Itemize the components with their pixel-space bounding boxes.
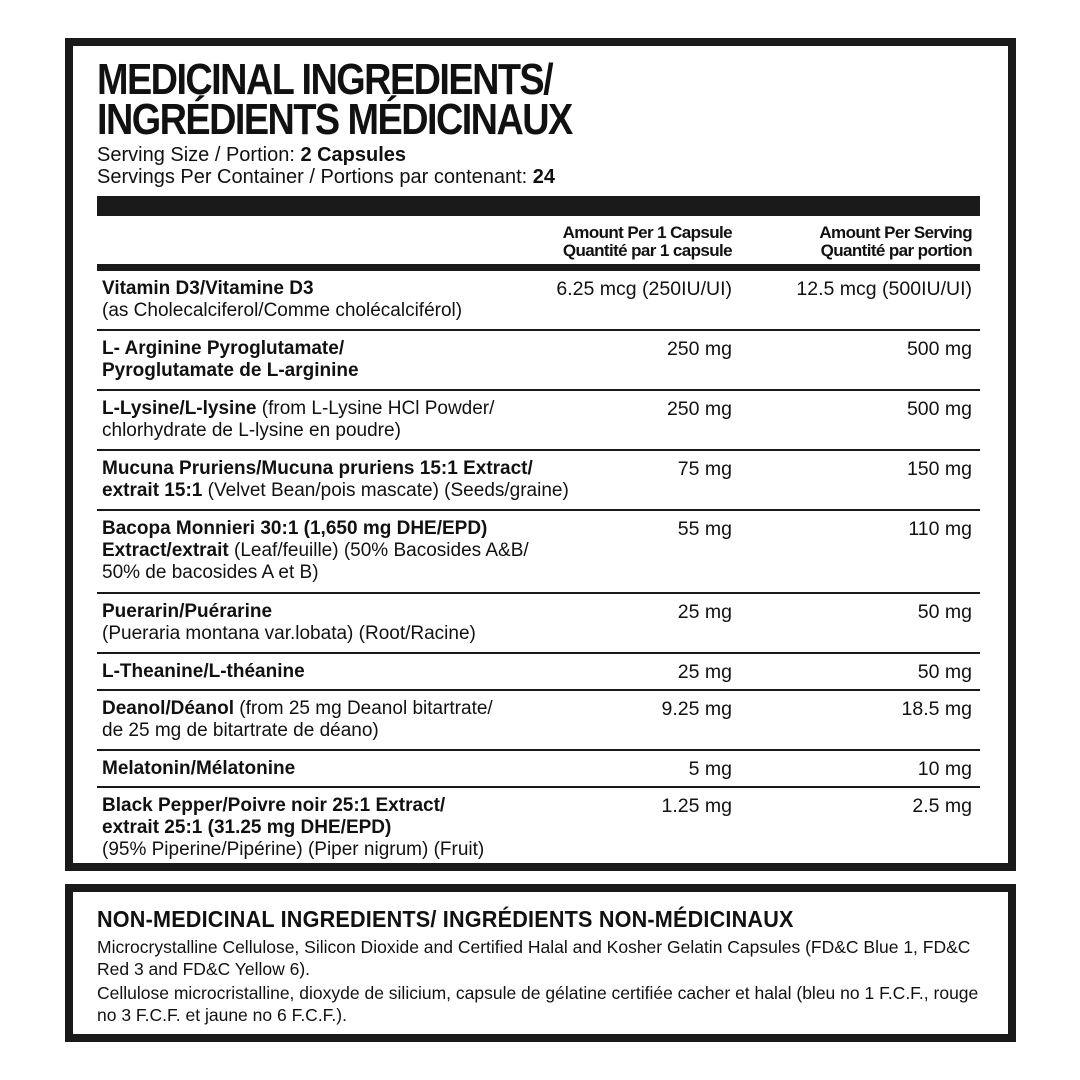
ingredient-name-line	[102, 540, 662, 562]
servings-per-container	[97, 166, 980, 188]
ingredient-row	[97, 511, 980, 594]
servings-per-container-label: Servings Per Container / Portions par contenant:	[97, 166, 533, 188]
header-divider-bar	[97, 196, 980, 216]
ingredient-name-bold: Black Pepper/Poivre noir 25:1 Extract/	[102, 795, 446, 816]
serving-size-value: 2 Capsules	[300, 144, 407, 166]
amount-per-serving: 2.5 mg	[912, 795, 972, 817]
ingredient-name-bold: Puerarin/Puérarine	[102, 601, 273, 622]
ingredient-name-detail: (95% Piperine/Pipérine) (Piper nigrum) (Fruit)	[102, 839, 485, 860]
ingredient-name-detail: de 25 mg de bitartrate de déano)	[102, 720, 379, 741]
ingredient-name	[102, 758, 662, 780]
ingredient-name-bold: Melatonin/Mélatonine	[102, 758, 296, 779]
amount-per-capsule: 250 mg	[666, 338, 732, 360]
ingredient-name-bold: Mucuna Pruriens/Mucuna pruriens 15:1 Extract/	[102, 458, 533, 479]
per-serving-header-en: Amount Per Serving	[819, 223, 972, 242]
amount-per-capsule: 6.25 mcg (250IU/UI)	[556, 278, 732, 300]
ingredient-name-bold: Pyroglutamate de L-arginine	[102, 360, 359, 381]
ingredient-name	[102, 601, 662, 645]
medicinal-title-line1: MEDICINAL INGREDIENTS/	[97, 55, 553, 104]
ingredient-name-line	[102, 720, 662, 742]
per-capsule-header-fr: Quantité par 1 capsule	[562, 241, 732, 260]
ingredient-name-line	[102, 562, 662, 584]
ingredient-name	[102, 518, 662, 584]
ingredient-name-line	[102, 300, 662, 322]
non-medicinal-text-fr: Cellulose microcristalline, dioxyde de silicium, capsule de gélatine certifiée cacher et halal (bleu no 1 F.C.F., rouge no 3 F.C.F. et jaune no 6 F.C.F.).	[97, 983, 979, 1025]
ingredient-row	[97, 594, 980, 654]
ingredient-name-line	[102, 601, 662, 623]
per-serving-header-fr: Quantité par portion	[820, 241, 972, 260]
ingredient-row	[97, 391, 980, 451]
ingredient-name-bold: L-Theanine/L-théanine	[102, 661, 305, 682]
non-medicinal-ingredients-panel	[65, 884, 1016, 1042]
ingredient-name-line	[102, 817, 662, 839]
ingredient-name-bold: extrait 15:1	[102, 480, 203, 501]
ingredient-name-line	[102, 839, 662, 861]
medicinal-title-line2: INGRÉDIENTS MÉDICINAUX	[97, 95, 572, 144]
ingredient-name-detail: (Pueraria montana var.lobata) (Root/Racine)	[102, 623, 476, 644]
ingredient-row	[97, 451, 980, 511]
ingredient-row	[97, 788, 980, 871]
ingredient-name	[102, 338, 662, 382]
amount-per-capsule: 9.25 mg	[661, 698, 732, 720]
per-capsule-header	[563, 224, 732, 260]
ingredient-name-line	[102, 338, 662, 360]
ingredient-name-line	[102, 398, 662, 420]
ingredient-name-detail: (from 25 mg Deanol bitartrate/	[233, 698, 493, 719]
amount-per-capsule: 250 mg	[666, 398, 732, 420]
ingredient-name-bold: Deanol/Déanol	[102, 698, 234, 719]
amount-per-serving: 110 mg	[908, 518, 972, 540]
serving-size	[97, 144, 980, 166]
amount-per-serving: 500 mg	[906, 398, 972, 420]
ingredient-name-bold: Bacopa Monnieri 30:1 (1,650 mg DHE/EPD)	[102, 518, 488, 539]
column-headers	[97, 216, 980, 271]
ingredient-name-detail: (as Cholecalciferol/Comme cholécalciférol)	[102, 300, 463, 321]
amount-per-serving: 10 mg	[917, 758, 972, 780]
ingredient-row	[97, 654, 980, 691]
ingredient-name-detail: (from L-Lysine HCl Powder/	[256, 398, 495, 419]
ingredient-name	[102, 458, 662, 502]
amount-per-capsule: 25 mg	[677, 601, 732, 623]
ingredient-name-detail: 50% de bacosides A et B)	[102, 562, 319, 583]
ingredient-name-line	[102, 360, 662, 382]
amount-per-capsule: 75 mg	[677, 458, 732, 480]
amount-per-serving: 150 mg	[906, 458, 972, 480]
ingredient-row	[97, 271, 980, 331]
ingredient-name-detail: (Velvet Bean/pois mascate) (Seeds/graine)	[202, 480, 569, 501]
ingredient-name-bold: L- Arginine Pyroglutamate/	[102, 338, 345, 359]
amount-per-capsule: 55 mg	[677, 518, 732, 540]
amount-per-serving: 18.5 mg	[901, 698, 972, 720]
ingredient-row	[97, 331, 980, 391]
ingredient-row	[97, 691, 980, 751]
ingredient-name-bold: extrait 25:1 (31.25 mg DHE/EPD)	[102, 817, 392, 838]
ingredient-name	[102, 795, 662, 861]
ingredient-name-line	[102, 661, 662, 683]
ingredient-name-line	[102, 480, 662, 502]
ingredient-name	[102, 398, 662, 442]
per-capsule-header-en: Amount Per 1 Capsule	[562, 223, 732, 242]
ingredient-name	[102, 661, 662, 683]
amount-per-capsule: 25 mg	[677, 661, 732, 683]
ingredient-table	[97, 271, 980, 871]
non-medicinal-text	[97, 936, 984, 1026]
serving-size-label: Serving Size / Portion:	[97, 144, 301, 166]
amount-per-serving: 12.5 mcg (500IU/UI)	[796, 278, 972, 300]
ingredient-name-bold: Extract/extrait	[102, 540, 229, 561]
ingredient-name-line	[102, 758, 662, 780]
ingredient-name-detail: chlorhydrate de L-lysine en poudre)	[102, 420, 401, 441]
amount-per-serving: 50 mg	[917, 661, 972, 683]
medicinal-title	[97, 55, 856, 144]
ingredient-name-line	[102, 420, 662, 442]
ingredient-name-line	[102, 698, 662, 720]
servings-per-container-value: 24	[532, 166, 556, 188]
amount-per-serving: 500 mg	[906, 338, 972, 360]
ingredient-name-detail: (Leaf/feuille) (50% Bacosides A&B/	[228, 540, 529, 561]
ingredient-name-line	[102, 795, 662, 817]
non-medicinal-title: NON-MEDICINAL INGREDIENTS/ INGRÉDIENTS NON-MÉDICINAUX	[97, 906, 794, 932]
per-serving-header	[819, 224, 972, 260]
non-medicinal-text-en: Microcrystalline Cellulose, Silicon Dioxide and Certified Halal and Kosher Gelatin Capsules (FD&C Blue 1, FD&C Red 3 and FD&C Yellow 6).	[97, 937, 971, 979]
serving-info	[97, 144, 980, 188]
ingredient-name	[102, 698, 662, 742]
ingredient-name-line	[102, 458, 662, 480]
ingredient-row	[97, 751, 980, 788]
ingredient-name-bold: L-Lysine/L-lysine	[102, 398, 257, 419]
ingredient-name-line	[102, 623, 662, 645]
amount-per-capsule: 5 mg	[688, 758, 732, 780]
amount-per-serving: 50 mg	[917, 601, 972, 623]
ingredient-name-bold: Vitamin D3/Vitamine D3	[102, 278, 314, 299]
medicinal-ingredients-panel	[65, 38, 1016, 871]
amount-per-capsule: 1.25 mg	[661, 795, 732, 817]
ingredient-name-line	[102, 518, 662, 540]
